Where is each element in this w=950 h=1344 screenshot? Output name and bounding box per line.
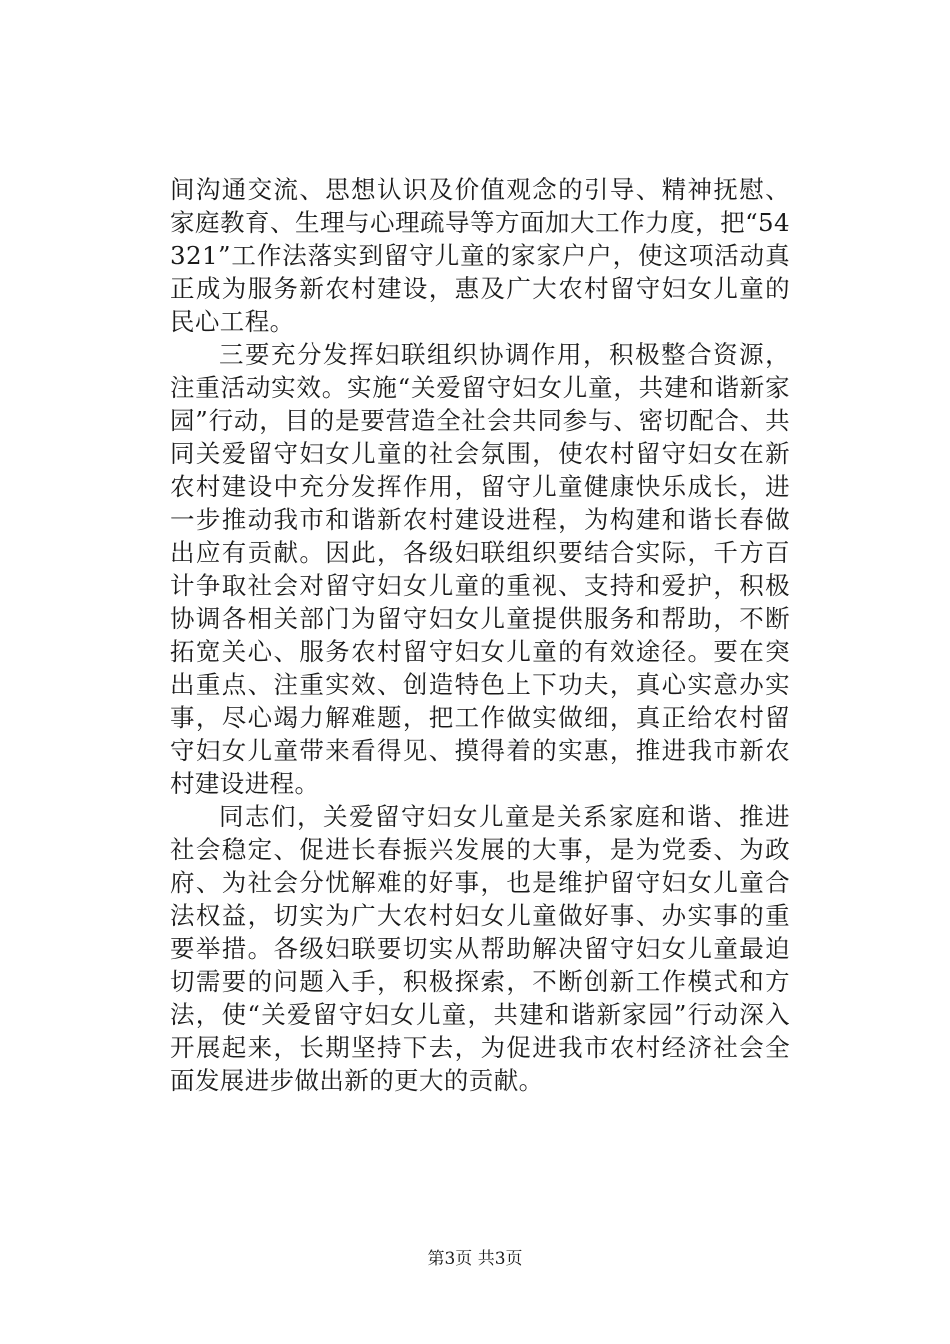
document-body (170, 173, 790, 1097)
paragraph-2: 三要充分发挥妇联组织协调作用，积极整合资源，注重活动实效。实施“关爱留守妇女儿童，共建和谐新家园”行动，目的是要营造全社会共同参与、密切配合、共同关爱留守妇女儿童的社会氛围，使农村留守妇女在新农村建设中充分发挥作用，留守儿童健康快乐成长，进一步推动我市和谐新农村建设进程，为构建和谐长春做出应有贡献。因此，各级妇联组织要结合实际，千方百计争取社会对留守妇女儿童的重视、支持和爱护，积极协调各相关部门为留守妇女儿童提供服务和帮助，不断拓宽关心、服务农村留守妇女儿童的有效途径。要在突出重点、注重实效、创造特色上下功夫，真心实意办实事，尽心竭力解难题，把工作做实做细，真正给农村留守妇女儿童带来看得见、摸得着的实惠，推进我市新农村建设进程。 (170, 340, 790, 798)
paragraph-1: 间沟通交流、思想认识及价值观念的引导、精神抚慰、家庭教育、生理与心理疏导等方面加大工作力度，把“54321”工作法落实到留守儿童的家家户户，使这项活动真正成为服务新农村建设，惠及广大农村留守妇女儿童的民心工程。 (170, 175, 790, 336)
paragraph-3: 同志们，关爱留守妇女儿童是关系家庭和谐、推进社会稳定、促进长春振兴发展的大事，是为党委、为政府、为社会分忧解难的好事，也是维护留守妇女儿童合法权益，切实为广大农村妇女儿童做好事、办实事的重要举措。各级妇联要切实从帮助解决留守妇女儿童最迫切需要的问题入手，积极探索，不断创新工作模式和方法，使“关爱留守妇女儿童，共建和谐新家园”行动深入开展起来，长期坚持下去，为促进我市农村经济社会全面发展进步做出新的更大的贡献。 (170, 802, 790, 1095)
page-footer: 第3页 共3页 (427, 1249, 523, 1269)
